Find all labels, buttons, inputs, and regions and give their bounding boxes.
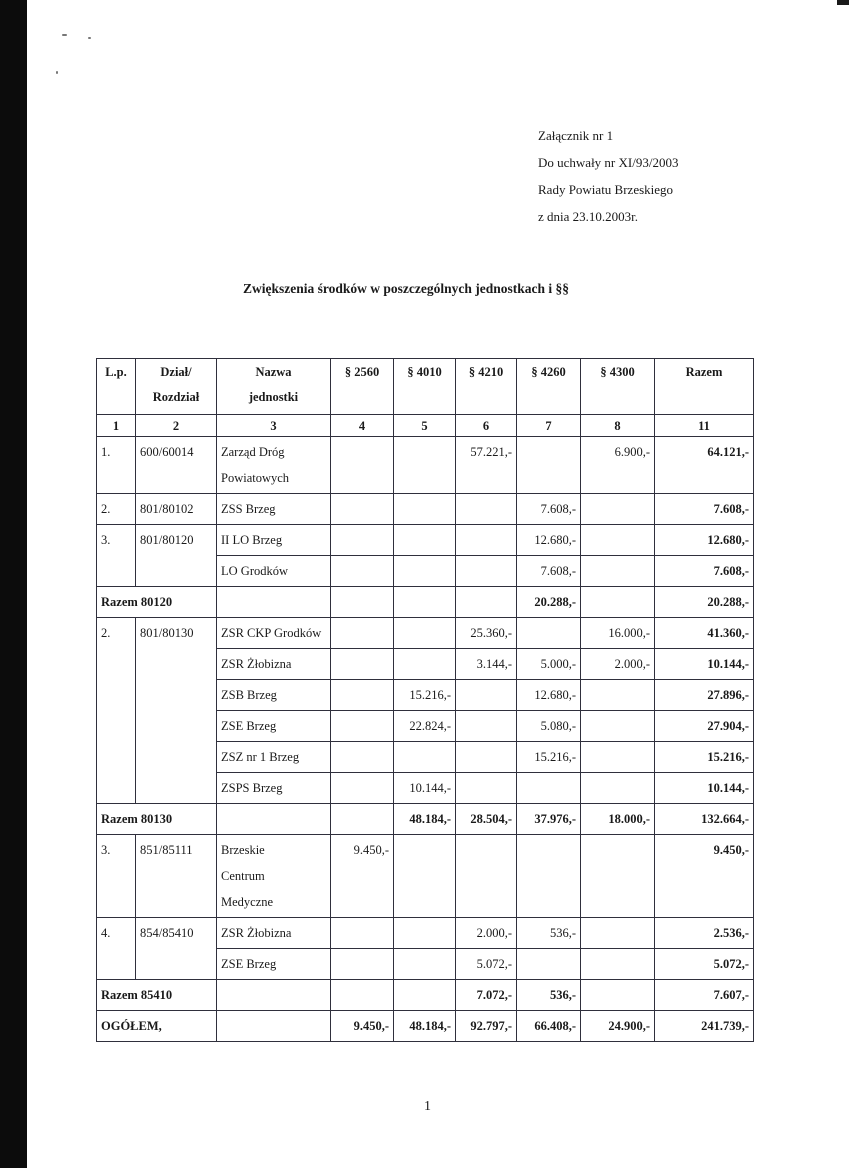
cell-p4300	[581, 949, 655, 980]
column-number: 2	[136, 415, 217, 437]
cell-p4010: 22.824,-	[394, 711, 456, 742]
table-header-row	[97, 359, 754, 415]
header-dzial: Dział/ Rozdział	[136, 359, 217, 415]
cell-p2560: 9.450,-	[331, 835, 394, 918]
cell-razem: 132.664,-	[655, 804, 754, 835]
scan-left-edge	[0, 0, 27, 1168]
cell-p4210	[456, 711, 517, 742]
scan-speck	[56, 71, 58, 74]
cell-p4260: 12.680,-	[517, 680, 581, 711]
cell-p2560	[331, 494, 394, 525]
cell-p2560	[331, 437, 394, 494]
cell-p4260: 12.680,-	[517, 525, 581, 556]
cell-p4010: 10.144,-	[394, 773, 456, 804]
column-number: 11	[655, 415, 754, 437]
attachment-header	[538, 122, 678, 230]
table-row	[97, 437, 754, 494]
cell-dzial: 801/80120	[136, 525, 217, 587]
cell-p4210: 7.072,-	[456, 980, 517, 1011]
cell-lp: 3.	[97, 525, 136, 587]
subtotal-label: Razem 85410	[97, 980, 217, 1011]
cell-lp: 4.	[97, 918, 136, 980]
cell-p4260	[517, 618, 581, 649]
cell-lp: 3.	[97, 835, 136, 918]
cell-p2560: 9.450,-	[331, 1011, 394, 1042]
cell-p4260: 5.000,-	[517, 649, 581, 680]
grand-total-row	[97, 1011, 754, 1042]
cell-p2560	[331, 618, 394, 649]
subtotal-label: Razem 80120	[97, 587, 217, 618]
cell-p4010: 15.216,-	[394, 680, 456, 711]
cell-p4010	[394, 835, 456, 918]
cell-p4300: 16.000,-	[581, 618, 655, 649]
cell-p4300	[581, 742, 655, 773]
cell-dzial: 801/80130	[136, 618, 217, 804]
header-p4260: § 4260	[517, 359, 581, 415]
cell-lp: 1.	[97, 437, 136, 494]
cell-p4010	[394, 587, 456, 618]
subtotal-label: Razem 80130	[97, 804, 217, 835]
header-lp: L.p.	[97, 359, 136, 415]
cell-p4210: 57.221,-	[456, 437, 517, 494]
header-p4010: § 4010	[394, 359, 456, 415]
cell-p4210: 25.360,-	[456, 618, 517, 649]
cell-p2560	[331, 680, 394, 711]
cell-nazwa	[217, 1011, 331, 1042]
column-number: 6	[456, 415, 517, 437]
cell-p4260	[517, 949, 581, 980]
column-number: 1	[97, 415, 136, 437]
cell-razem: 2.536,-	[655, 918, 754, 949]
cell-p2560	[331, 949, 394, 980]
cell-nazwa: ZSE Brzeg	[217, 949, 331, 980]
cell-p4210	[456, 494, 517, 525]
column-number: 4	[331, 415, 394, 437]
cell-p4260: 7.608,-	[517, 494, 581, 525]
header-p4210: § 4210	[456, 359, 517, 415]
cell-p4010: 48.184,-	[394, 1011, 456, 1042]
cell-p2560	[331, 804, 394, 835]
cell-p4260: 37.976,-	[517, 804, 581, 835]
cell-razem: 5.072,-	[655, 949, 754, 980]
cell-p4300	[581, 525, 655, 556]
scan-speck	[88, 37, 91, 39]
cell-p2560	[331, 773, 394, 804]
cell-p4210	[456, 835, 517, 918]
cell-nazwa: ZSPS Brzeg	[217, 773, 331, 804]
column-number-row	[97, 415, 754, 437]
table-row	[97, 918, 754, 949]
cell-p2560	[331, 556, 394, 587]
cell-p4300	[581, 494, 655, 525]
cell-razem: 15.216,-	[655, 742, 754, 773]
cell-p4300	[581, 773, 655, 804]
cell-dzial: 801/80102	[136, 494, 217, 525]
cell-razem: 7.607,-	[655, 980, 754, 1011]
table-row	[97, 525, 754, 556]
cell-p4210: 2.000,-	[456, 918, 517, 949]
cell-nazwa: ZSR CKP Grodków	[217, 618, 331, 649]
cell-p4260: 5.080,-	[517, 711, 581, 742]
cell-p4300	[581, 556, 655, 587]
cell-p2560	[331, 918, 394, 949]
cell-p2560	[331, 742, 394, 773]
cell-lp: 2.	[97, 494, 136, 525]
cell-p4300: 18.000,-	[581, 804, 655, 835]
cell-p2560	[331, 980, 394, 1011]
cell-p4210	[456, 587, 517, 618]
cell-p4210	[456, 556, 517, 587]
column-number: 7	[517, 415, 581, 437]
cell-p4260	[517, 773, 581, 804]
cell-p4260: 20.288,-	[517, 587, 581, 618]
table-row	[97, 494, 754, 525]
cell-p2560	[331, 649, 394, 680]
grand-total-label: OGÓŁEM,	[97, 1011, 217, 1042]
table-row	[97, 618, 754, 649]
cell-nazwa: Brzeskie Centrum Medyczne	[217, 835, 331, 918]
cell-nazwa: Zarząd Dróg Powiatowych	[217, 437, 331, 494]
cell-p4010	[394, 649, 456, 680]
cell-razem: 241.739,-	[655, 1011, 754, 1042]
cell-dzial: 851/85111	[136, 835, 217, 918]
column-number: 3	[217, 415, 331, 437]
cell-p4210	[456, 742, 517, 773]
scan-corner-mark	[837, 0, 849, 5]
cell-p2560	[331, 587, 394, 618]
cell-nazwa: ZSZ nr 1 Brzeg	[217, 742, 331, 773]
cell-p4300	[581, 980, 655, 1011]
cell-razem: 27.904,-	[655, 711, 754, 742]
cell-nazwa	[217, 980, 331, 1011]
cell-p4210: 92.797,-	[456, 1011, 517, 1042]
cell-razem: 41.360,-	[655, 618, 754, 649]
cell-p4010	[394, 742, 456, 773]
cell-p4300	[581, 835, 655, 918]
scan-speck	[62, 34, 67, 36]
cell-p4010	[394, 618, 456, 649]
cell-p4300: 24.900,-	[581, 1011, 655, 1042]
cell-p4260: 66.408,-	[517, 1011, 581, 1042]
header-line-council: Rady Powiatu Brzeskiego	[538, 182, 674, 197]
subtotal-row	[97, 587, 754, 618]
subtotal-row	[97, 980, 754, 1011]
cell-nazwa: ZSS Brzeg	[217, 494, 331, 525]
cell-p4010	[394, 494, 456, 525]
cell-p4260: 7.608,-	[517, 556, 581, 587]
cell-razem: 10.144,-	[655, 773, 754, 804]
cell-p4210	[456, 525, 517, 556]
cell-nazwa	[217, 587, 331, 618]
header-line-date: z dnia 23.10.2003r.	[538, 209, 639, 224]
cell-nazwa: II LO Brzeg	[217, 525, 331, 556]
cell-razem: 7.608,-	[655, 494, 754, 525]
cell-razem: 9.450,-	[655, 835, 754, 918]
cell-p4260	[517, 437, 581, 494]
cell-p4210: 5.072,-	[456, 949, 517, 980]
budget-increase-table	[96, 358, 754, 1042]
cell-razem: 12.680,-	[655, 525, 754, 556]
cell-p4010	[394, 556, 456, 587]
cell-p4300	[581, 680, 655, 711]
document-title: Zwiększenia środków w poszczególnych jednostkach i §§	[243, 281, 570, 296]
cell-p4260: 536,-	[517, 980, 581, 1011]
cell-p4300: 6.900,-	[581, 437, 655, 494]
cell-p4300	[581, 587, 655, 618]
cell-nazwa	[217, 804, 331, 835]
header-p4300: § 4300	[581, 359, 655, 415]
cell-razem: 20.288,-	[655, 587, 754, 618]
column-number: 8	[581, 415, 655, 437]
subtotal-row	[97, 804, 754, 835]
cell-p4300: 2.000,-	[581, 649, 655, 680]
cell-p4010: 48.184,-	[394, 804, 456, 835]
cell-p4260: 536,-	[517, 918, 581, 949]
cell-p4260: 15.216,-	[517, 742, 581, 773]
header-line-resolution: Do uchwały nr XI/93/2003	[538, 155, 679, 170]
cell-p4300	[581, 918, 655, 949]
cell-dzial: 600/60014	[136, 437, 217, 494]
header-p2560: § 2560	[331, 359, 394, 415]
column-number: 5	[394, 415, 456, 437]
header-line-attachment: Załącznik nr 1	[538, 128, 614, 143]
cell-p4210: 3.144,-	[456, 649, 517, 680]
cell-razem: 7.608,-	[655, 556, 754, 587]
cell-nazwa: ZSB Brzeg	[217, 680, 331, 711]
cell-p4010	[394, 949, 456, 980]
cell-p4010	[394, 918, 456, 949]
header-nazwa: Nazwa jednostki	[217, 359, 331, 415]
cell-p4010	[394, 525, 456, 556]
cell-p4210	[456, 680, 517, 711]
cell-p4300	[581, 711, 655, 742]
cell-nazwa: LO Grodków	[217, 556, 331, 587]
page-number: 1	[424, 1099, 431, 1114]
cell-razem: 27.896,-	[655, 680, 754, 711]
cell-razem: 10.144,-	[655, 649, 754, 680]
cell-p4010	[394, 980, 456, 1011]
cell-nazwa: ZSR Żłobizna	[217, 918, 331, 949]
cell-p2560	[331, 711, 394, 742]
cell-razem: 64.121,-	[655, 437, 754, 494]
cell-nazwa: ZSE Brzeg	[217, 711, 331, 742]
cell-nazwa: ZSR Żłobizna	[217, 649, 331, 680]
cell-p4210: 28.504,-	[456, 804, 517, 835]
cell-p2560	[331, 525, 394, 556]
cell-lp: 2.	[97, 618, 136, 804]
cell-p4210	[456, 773, 517, 804]
cell-p4260	[517, 835, 581, 918]
header-razem: Razem	[655, 359, 754, 415]
cell-p4010	[394, 437, 456, 494]
cell-dzial: 854/85410	[136, 918, 217, 980]
table-row	[97, 835, 754, 918]
